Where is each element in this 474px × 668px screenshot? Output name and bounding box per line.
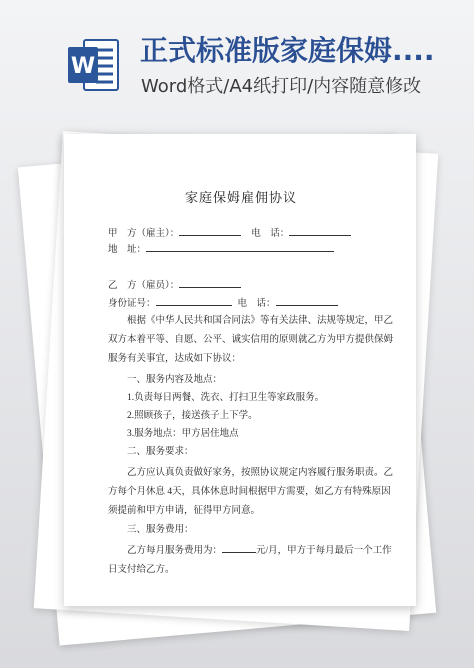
party-b-row [108, 278, 241, 293]
phone-b-blank [276, 296, 338, 306]
section-3-heading: 三、服务费用： [127, 525, 194, 535]
service-item-3: 3.服务地点：甲方居住地点 [127, 429, 239, 439]
word-document-icon [66, 38, 120, 92]
word-icon-letter: W [70, 54, 96, 79]
document-title: 家庭保姆雇佣协议 [184, 190, 297, 205]
phone-a-blank [289, 226, 351, 236]
service-item-1: 1.负责每日两餐、洗衣、打扫卫生等家政服务。 [127, 393, 325, 403]
party-b-label: 乙 方（雇员）： [108, 281, 180, 291]
phone-label: 电 话： [251, 229, 290, 239]
address-row [108, 242, 334, 257]
id-label: 身份证号： [108, 299, 156, 309]
fee-blank [222, 543, 256, 553]
fee-prefix: 乙方每月服务费用为： [127, 546, 223, 556]
requirements-paragraph: 乙方应认真负责做好家务，按照协议规定内容履行服务职责。乙方每个月休息 4天，具体休息时间根据甲方需要，如乙方有特殊原因须提前和甲方申请，征得甲方同意。 [108, 468, 394, 516]
banner [0, 0, 474, 118]
party-a-row [108, 226, 351, 241]
document-page [64, 134, 416, 606]
phone-label-b: 电 话： [237, 299, 276, 309]
party-b-blank [179, 278, 241, 288]
intro-paragraph: 根据《中华人民共和国合同法》等有关法律、法规等规定，甲乙双方本着平等、自愿、公平、诚实信用的原则就乙方为甲方提供保姆服务有关事宜，达成如下协议： [108, 316, 394, 364]
fee-paragraph [108, 542, 396, 580]
address-blank [146, 242, 334, 252]
service-item-2: 2.照顾孩子，接送孩子上下学。 [127, 411, 258, 421]
banner-subtitle: Word格式/A4纸打印/内容随意修改 [141, 76, 422, 97]
party-a-blank [179, 226, 241, 236]
fee-suffix: 元/月，甲方于每月最后一个工作日支付给乙方。 [108, 546, 392, 575]
id-blank [156, 296, 232, 306]
section-2-heading: 二、服务要求： [127, 447, 194, 457]
section-1-heading: 一、服务内容及地点： [127, 375, 223, 385]
address-label: 地 址： [108, 245, 147, 255]
id-row [108, 296, 338, 311]
banner-title: 正式标准版家庭保姆.... [140, 34, 435, 67]
party-a-label: 甲 方（雇主）： [108, 229, 180, 239]
